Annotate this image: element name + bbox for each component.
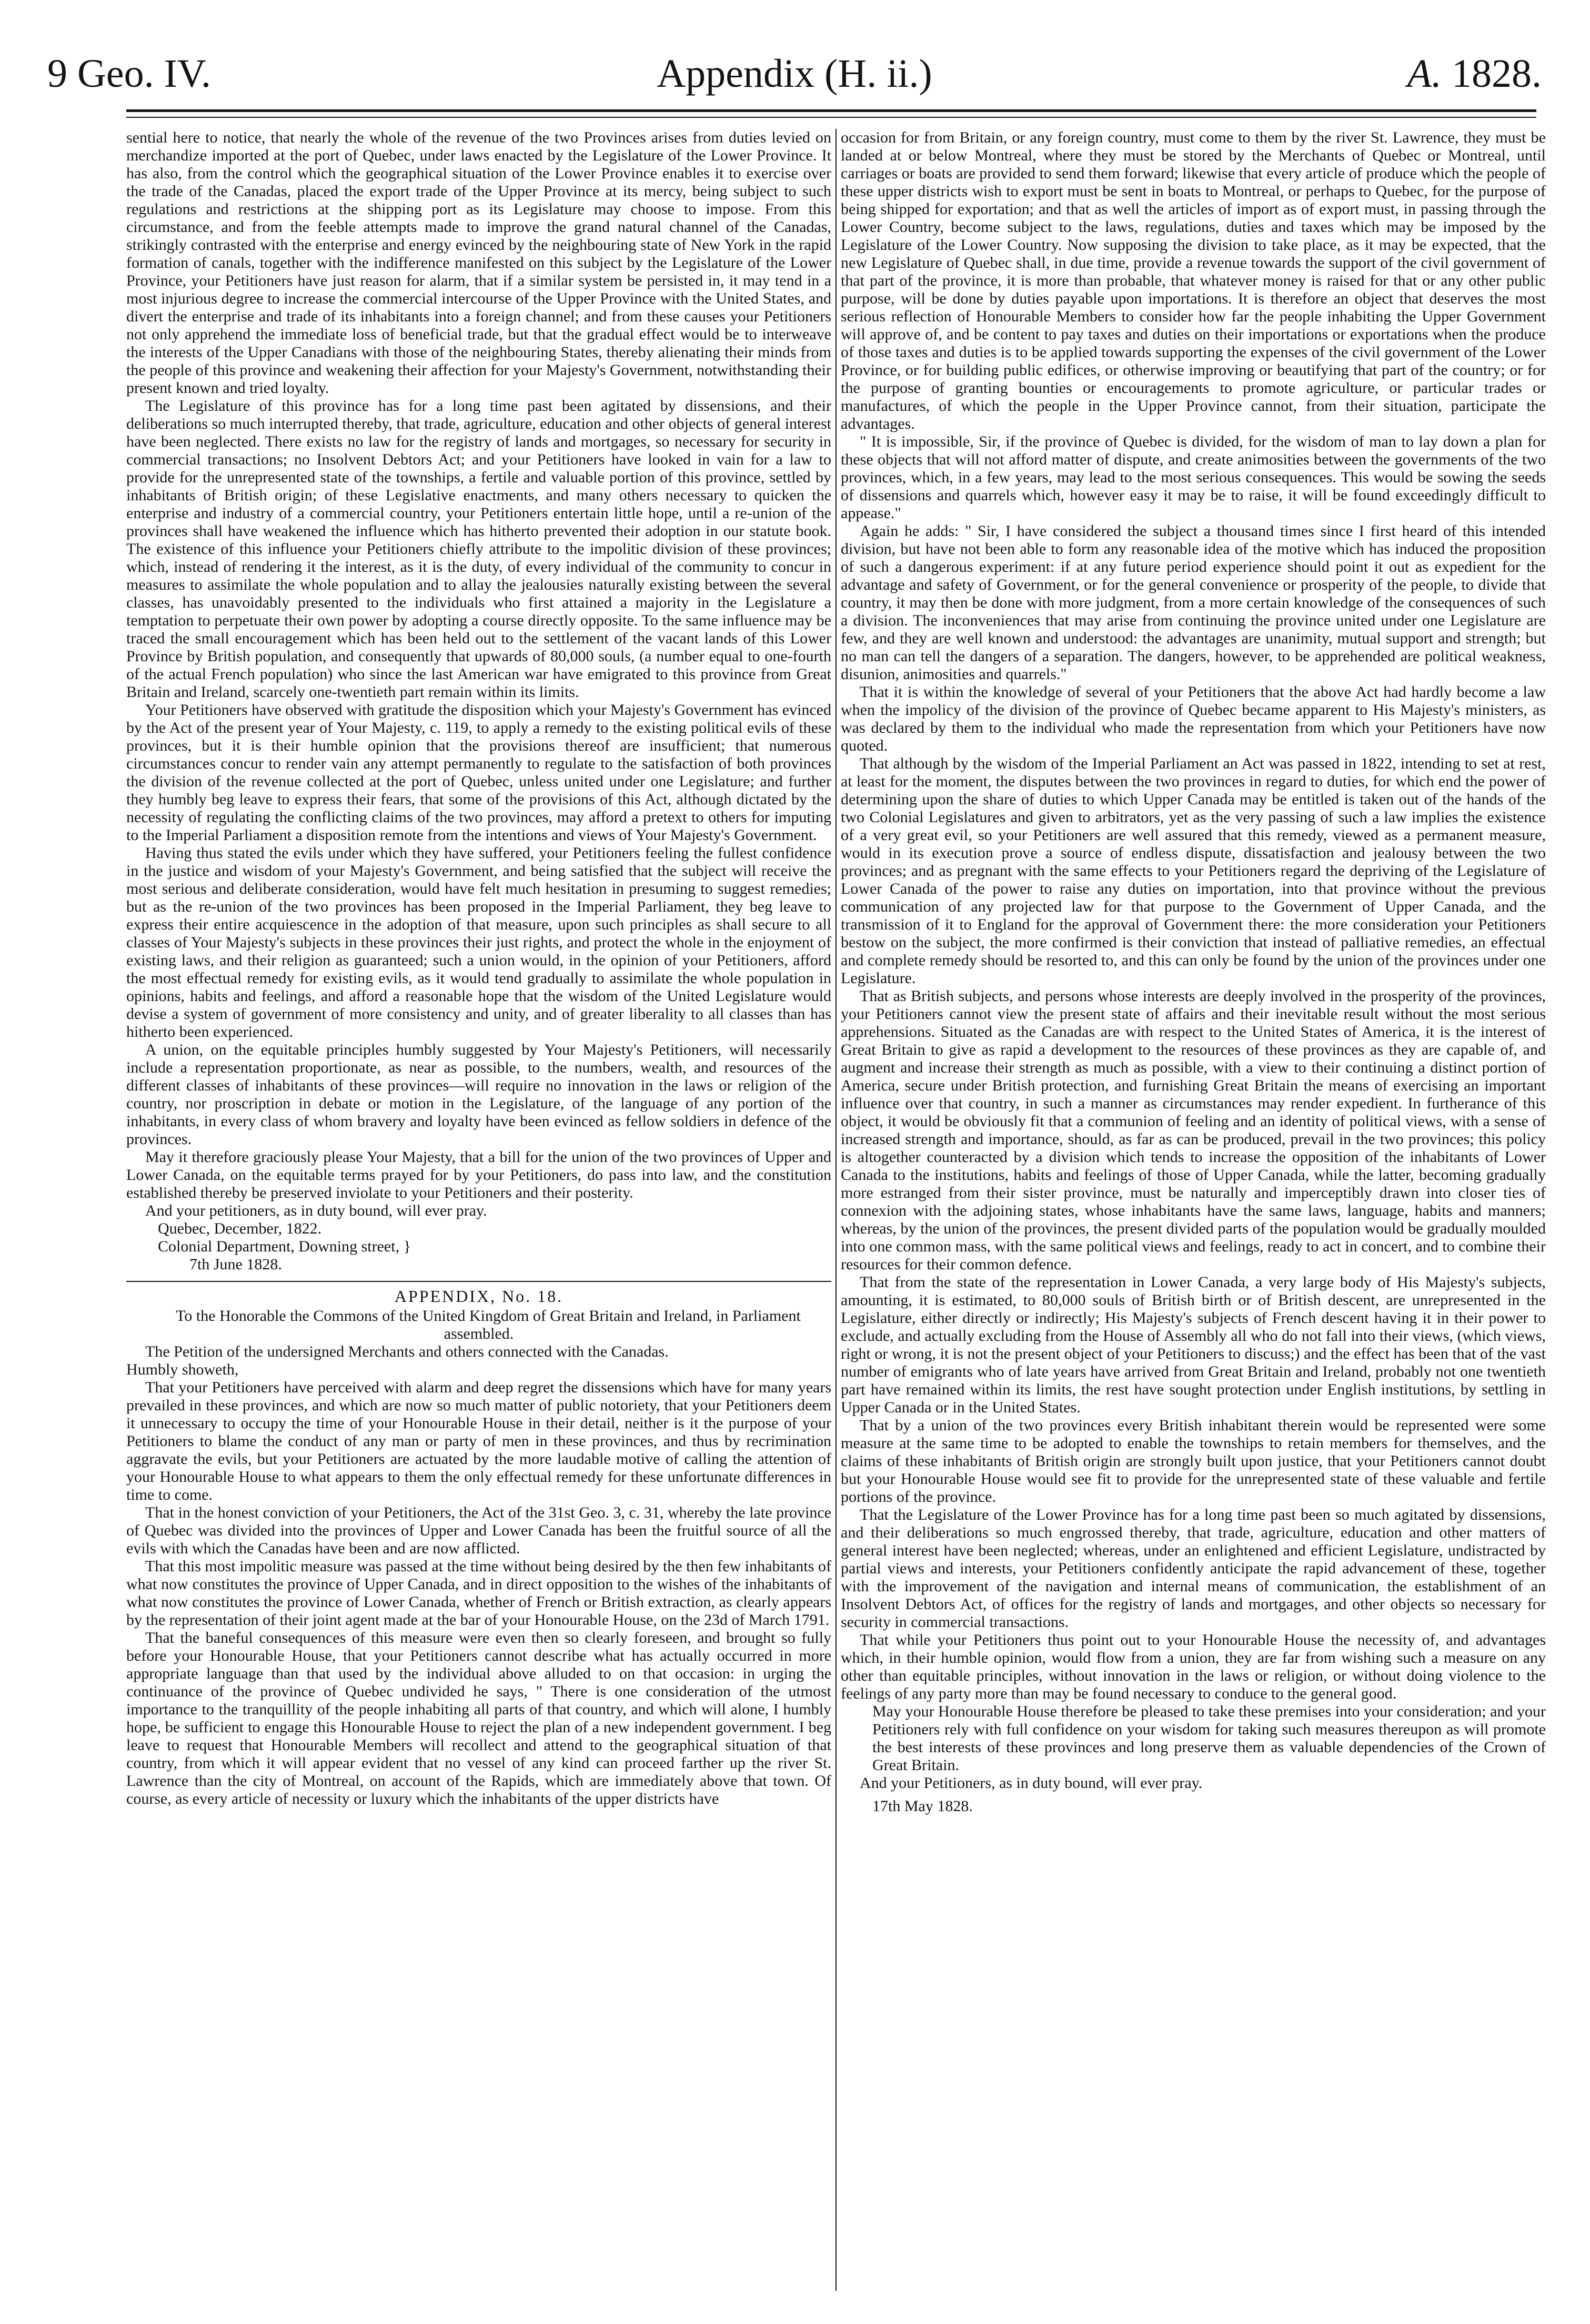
- session-label: 9 Geo. IV.: [47, 52, 212, 96]
- dated-line: Quebec, December, 1822.: [158, 1220, 322, 1237]
- paragraph: That in the honest conviction of your Petitioners, the Act of the 31st Geo. 3, c. 31, whereby the late province of Quebec was divided into the provinces of Upper and Lower Canada has been the fruitful source of all the evils with which the Canadas have been and are now afflicted.: [126, 1504, 831, 1557]
- dated-line: 17th May 1828.: [872, 1797, 973, 1815]
- paragraph: That by a union of the two provinces every British inhabitant therein would be represented were some measure at the same time to be adopted to enable the townships to retain members for themselves, and the claims of these inhabitants of British origin are strongly built upon justice, that your Petitioners cannot doubt but your Honourable House would see fit to provide for the unrepresented state of these valuable and fertile portions of the province.: [841, 1417, 1546, 1505]
- colonial-date-line: 7th June 1828.: [189, 1256, 282, 1273]
- paragraph: sential here to notice, that nearly the whole of the revenue of the two Provinces arises from duties levied on merchandize imported at the port of Quebec, under laws enacted by the Legislature of the Lower Province. It has also, from the control which the geographical situation of the Lower Province enables it to exercise over the trade of the Canadas, placed the export trade of the Upper Province at its mercy, being subject to such regulations and restrictions at the shipping port as its Legislature may choose to impose. From this circumstance, and from the feeble attempts made to improve the grand natural channel of the Canadas, strikingly contrasted with the enterprise and energy evinced by the neighbouring state of New York in the rapid formation of canals, together with the indifference manifested on this subject by the Legislature of the Lower Province, your Petitioners have just reason for alarm, that if a similar system be persisted in, it may tend in a most injurious degree to increase the commercial intercourse of the Upper Province with the United States, and divert the enterprise and trade of its inhabitants into a foreign channel; and from these causes your Petitioners not only apprehend the immediate loss of beneficial trade, but that the gradual effect would be to interweave the interests of the Upper Canadians with those of the neighbouring States, thereby alienating their minds from the people of this province and weakening their affection for your Majesty's Government, notwithstanding their present known and tried loyalty.: [126, 129, 831, 397]
- paragraph: That this most impolitic measure was passed at the time without being desired by the then few inhabitants of what now constitutes the province of Upper Canada, and in direct opposition to the wishes of the inhabitants of what now constitutes the province of Lower Canada, whether of French or British extraction, as clearly appears by the representation of their joint agent made at the bar of your Honourable House, on the 23d of March 1791.: [126, 1558, 831, 1629]
- paragraph: The Legislature of this province has for a long time past been agitated by dissensions, and their deliberations so much interrupted thereby, that trade, agriculture, education and other objects of general interest have been neglected. There exists no law for the registry of lands and mortgages, so necessary for security in commercial transactions; no Insolvent Debtors Act; and your Petitioners have looked in vain for a law to provide for the unrepresented state of the townships, a fertile and valuable portion of this province, settled by inhabitants of British origin; of these Legislative enactments, and many others necessary to quicken the enterprise and industry of a commercial country, your Petitioners entertain little hope, until a re-union of the provinces shall have weakened the influence which has hitherto prevented their adoption in our statute book. The existence of this influence your Petitioners chiefly attribute to the impolitic division of these provinces; which, instead of rendering it the interest, as it is the duty, of every individual of the community to concur in measures to assimilate the whole population and to allay the jealousies naturally existing between the several classes, has unavoidably presented to the individuals who first attained a majority in the Legislature a temptation to perpetuate their own power by adopting a course directly opposite. To the same influence may be traced the small encouragement which has been held out to the settlement of the vacant lands of this Lower Province by British population, and consequently that upwards of 80,000 souls, (a number equal to one-fourth of the actual French population) who since the last American war have emigrated to this province from Great Britain and Ireland, scarcely one-twentieth part remain within its limits.: [126, 397, 831, 701]
- closing-line: And your Petitioners, as in duty bound, will ever pray.: [860, 1774, 1203, 1792]
- page-year-label: [1407, 50, 1542, 97]
- paragraph: Again he adds: " Sir, I have considered the subject a thousand times since I first heard of this intended division, but have not been able to form any reasonable idea of the motive which has induced the proposition of such a dangerous experiment: if at any future period experience should point it out as expedient for the advantage and safety of Government, or for the general convenience or prosperity of the people, to divide that country, it may then be done with more judgment, from a more certain knowledge of the consequences of such a division. The inconveniences that may arise from continuing the province united under one Legislature are few, and they are well known and understood: the advantages are unanimity, mutual support and strength; but no man can tell the dangers of a separation. The dangers, however, to be apprehended are political weakness, disunion, animosities and quarrels.": [841, 522, 1546, 683]
- running-head: [47, 50, 1542, 100]
- column-divider: [836, 129, 837, 2291]
- paragraph: Your Petitioners have observed with gratitude the disposition which your Majesty's Government has evinced by the Act of the present year of Your Majesty, c. 119, to apply a remedy to the existing political evils of these provinces, but it is their humble opinion that the provisions thereof are insufficient; that numerous circumstances concur to render vain any attempt permanently to regulate to the satisfaction of both provinces the division of the revenue collected at the port of Quebec, unless united under one Legislature; and further they humbly beg leave to express their fears, that some of the provisions of this Act, although dictated by the necessity of regulating the conflicting claims of the two provinces, may afford a pretext to others for imputing to the Imperial Parliament a disposition remote from the intentions and views of Your Majesty's Government.: [126, 701, 831, 844]
- petition-address: To the Honorable the Commons of the United Kingdom of Great Britain and Ireland, in Parliament assembled.: [176, 1307, 801, 1342]
- paragraph: May it therefore graciously please Your Majesty, that a bill for the union of the two provinces of Upper and Lower Canada, on the equitable terms prayed for by your Petitioners, do pass into law, and the constitution established thereby be preserved inviolate to your Petitioners and their posterity.: [126, 1148, 831, 1201]
- petition-intro: The Petition of the undersigned Merchants and others connected with the Canadas.: [145, 1343, 669, 1360]
- paragraph: That from the state of the representation in Lower Canada, a very large body of His Majesty's subjects, amounting, it is estimated, to 80,000 souls of British birth or of British descent, are unrepresented in the Legislature, either directly or indirectly; His Majesty's subjects of French descent having it in their power to exclude, and actually excluding from the House of Assembly all who do not fall into their views, (which views, right or wrong, it is not the present object of your Petitioners to discuss;) and the effect has been that of the vast number of emigrants who of late years have arrived from Great Britain and Ireland, probably not one twentieth part have remained within its limits, the rest have sought protection under English institutions, by settling in Upper Canada or in the United States.: [841, 1274, 1546, 1416]
- paragraph: That your Petitioners have perceived with alarm and deep regret the dissensions which have for many years prevailed in these provinces, and which are now so much matter of public notoriety, that your Petitioners deem it unnecessary to occupy the time of your Honourable House in their detail, neither is it the purpose of your Petitioners to blame the conduct of any man or party of men in these provinces, and thus by recrimination aggravate the evils, but your Petitioners are actuated by the more laudable motive of calling the attention of your Honourable House to what appears to them the only effectual remedy for these unfortunate differences in time to come.: [126, 1379, 831, 1503]
- header-rule-thick: [126, 109, 1536, 112]
- section-rule: [126, 1281, 831, 1282]
- paragraph: That while your Petitioners thus point out to your Honourable House the necessity of, and advantages which, in their humble opinion, would flow from a union, they are far from wishing such a measure on any other than equitable principles, without innovation in the laws or religion, or without doing violence to the feelings of any party more than may be found necessary to conduce to the general good.: [841, 1631, 1546, 1702]
- appendix-title: Appendix (H. ii.): [657, 52, 932, 96]
- appendix-heading: APPENDIX, No. 18.: [394, 1287, 563, 1306]
- paragraph: That the baneful consequences of this measure were even then so clearly foreseen, and brought so fully before your Honourable House, that your Petitioners cannot describe what has actually occurred in more appropriate language than that used by the individual above alluded to on that occasion: in urging the continuance of the province of Quebec undivided he says, " There is one consideration of the utmost importance to the tranquillity of the people inhabiting all parts of that country, and which will alone, I humbly hope, be sufficient to engage this Honourable House to reject the plan of a new independent government. I beg leave to request that Honourable Members will recollect and attend to the geographical situation of that country, from which it will appear evident that no vessel of any kind can proceed farther up the river St. Lawrence than the city of Montreal, on account of the Rapids, which are immediately above that town. Of course, as every article of necessity or luxury which the inhabitants of the upper districts have: [126, 1629, 831, 1807]
- closing-line: And your petitioners, as in duty bound, will ever pray.: [145, 1202, 487, 1219]
- prayer-paragraph: May your Honourable House therefore be pleased to take these premises into your consideration; and your Petitioners rely with full confidence on your wisdom for taking such measures thereupon as will promote the best interests of these provinces and long preserve them as valuable dependencies of the Crown of Great Britain.: [872, 1703, 1546, 1774]
- paragraph: That the Legislature of the Lower Province has for a long time past been so much agitated by dissensions, and their deliberations so much engrossed thereby, that trade, agriculture, education and other matters of general interest have been neglected; whereas, under an enlightened and efficient Legislature, undistracted by partial views and interests, your Petitioners confidently anticipate the rapid advancement of these, together with the improvement of the navigation and internal means of communication, the establishment of an Insolvent Debtors Act, of offices for the registry of lands and mortgages, and other objects so necessary for security in commercial transactions.: [841, 1506, 1546, 1631]
- page-year: 1828.: [1452, 52, 1542, 96]
- left-column: [126, 129, 831, 2291]
- paragraph: A union, on the equitable principles humbly suggested by Your Majesty's Petitioners, will necessarily include a representation proportionate, as near as possible, to the numbers, wealth, and resources of the different classes of inhabitants of these provinces—will require no innovation in the laws or religion of the country, nor proscription in debate or motion in the Legislature, of the language of any portion of the inhabitants, in every class of whom bravery and loyalty have been evinced as fellow soldiers in defence of the provinces.: [126, 1041, 831, 1148]
- humbly-showeth: Humbly showeth,: [126, 1361, 239, 1378]
- colonial-department-line: Colonial Department, Downing street, }: [158, 1238, 411, 1255]
- right-column: [841, 129, 1546, 2291]
- paragraph: " It is impossible, Sir, if the province of Quebec is divided, for the wisdom of man to lay down a plan for these objects that will not afford matter of dispute, and create animosities between the governments of the two provinces, which, in a few years, may lead to the most serious consequences. This would be sowing the seeds of dissensions and quarrels which, however easy it may be to raise, it will be found exceedingly difficult to appease.": [841, 433, 1546, 522]
- paragraph: That although by the wisdom of the Imperial Parliament an Act was passed in 1822, intending to set at rest, at least for the moment, the disputes between the two provinces in regard to duties, for which end the power of determining upon the share of duties to which Upper Canada may be entitled is taken out of the hands of the two Colonial Legislatures and given to arbitrators, yet as the very passing of such a law implies the existence of a very great evil, so your Petitioners are well assured that this remedy, viewed as a permanent measure, would in its execution prove a source of endless dispute, dissatisfaction and jealousy between the two provinces; and as pregnant with the same effects to your Petitioners regard the depriving of the Legislature of Lower Canada of the power to raise any duties on importation, into that province without the previous communication of any projected law for that purpose to the Government of Upper Canada, and the transmission of it to England for the approval of Government there: the more consideration your Petitioners bestow on the subject, the more confirmed is their conviction that instead of palliative remedies, an effectual and complete remedy should be resorted to, and this can only be found by the union of the provinces under one Legislature.: [841, 755, 1546, 987]
- page-letter: A.: [1407, 52, 1442, 96]
- paragraph: That as British subjects, and persons whose interests are deeply involved in the prosperity of the provinces, your Petitioners cannot view the present state of affairs and their inevitable result without the most serious apprehensions. Situated as the Canadas are with respect to the United States of America, it is the interest of Great Britain to give as rapid a development to the resources of these provinces as they are capable of, and augment and increase their strength as much as possible, with a view to their continuing a distinct portion of America, secure under British protection, and furnishing Great Britain the means of exercising an important influence over that country, in such a manner as circumstances may render expedient. In furtherance of this object, it would be obviously fit that a communion of feeling and an identity of political views, with a sense of increased strength and importance, should, as far as can be produced, prevail in the two provinces; this policy is altogether counteracted by a division which tends to increase the opposition of the inhabitants of Lower Canada to the institutions, habits and feelings of those of Upper Canada, while the latter, becoming gradually more estranged from their sister province, must be naturally and imperceptibly drawn into closer ties of connexion with the adjoining states, whose inhabitants have the same laws, language, habits and manners; whereas, by the union of the provinces, the present divided parts of the population would be gradually moulded into one common mass, with the same political views and feelings, ready to act in concert, and to combine their resources for their common defence.: [841, 987, 1546, 1273]
- paragraph: occasion for from Britain, or any foreign country, must come to them by the river St. Lawrence, they must be landed at or below Montreal, where they must be stored by the Merchants of Quebec or Montreal, until carriages or boats are provided to send them forward; likewise that every article of produce which the people of these upper districts wish to export must be sent in boats to Montreal, or perhaps to Quebec, for the purpose of being shipped for exportation; and that as well the articles of import as of export must, in passing through the Lower Country, become subject to the laws, regulations, duties and taxes which may be imposed by the Legislature of the Lower Country. Now supposing the division to take place, as it may be expected, that the new Legislature of Quebec shall, in due time, provide a revenue towards the support of the civil government of that part of the province, it is more than probable, that whatever money is raised for that or any other public purpose, will be done by duties payable upon importations. It is therefore an object that deserves the most serious reflection of Honourable Members to consider how far the people inhabiting the Upper Government will approve of, and be content to pay taxes and duties on their importations or exportations when the produce of those taxes and duties is to be applied towards supporting the expenses of the civil government of the Lower Province, or for building public edifices, or otherwise improving or beautifying that part of the country; or for the purpose of granting bounties or encouragements to promote agriculture, or particular trades or manufactures, of which the people in the Upper Province cannot, from their situation, participate the advantages.: [841, 129, 1546, 432]
- paragraph: That it is within the knowledge of several of your Petitioners that the above Act had hardly become a law when the impolicy of the division of the province of Quebec became apparent to His Majesty's ministers, as was declared by them to the individual who made the representation from which your Petitioners have now quoted.: [841, 683, 1546, 754]
- header-rule-thin: [126, 117, 1536, 118]
- paragraph: Having thus stated the evils under which they have suffered, your Petitioners feeling the fullest confidence in the justice and wisdom of your Majesty's Government, and being satisfied that the subject will receive the most serious and deliberate consideration, would have felt much hesitation in presuming to suggest remedies; but as the re-union of the two provinces has been proposed in the Imperial Parliament, they beg leave to express their entire acquiescence in the adoption of that measure, upon such principles as shall secure to all classes of Your Majesty's subjects in these provinces their just rights, and protect the whole in the enjoyment of existing laws, and their religion as guaranteed; such a union would, in the opinion of your Petitioners, afford the most effectual remedy for existing evils, as it would tend gradually to assimilate the whole population in opinions, habits and feelings, and afford a reasonable hope that the wisdom of the United Legislature would devise a system of government of more consistency and unity, and of greater liberality to all classes than has hitherto been experienced.: [126, 844, 831, 1040]
